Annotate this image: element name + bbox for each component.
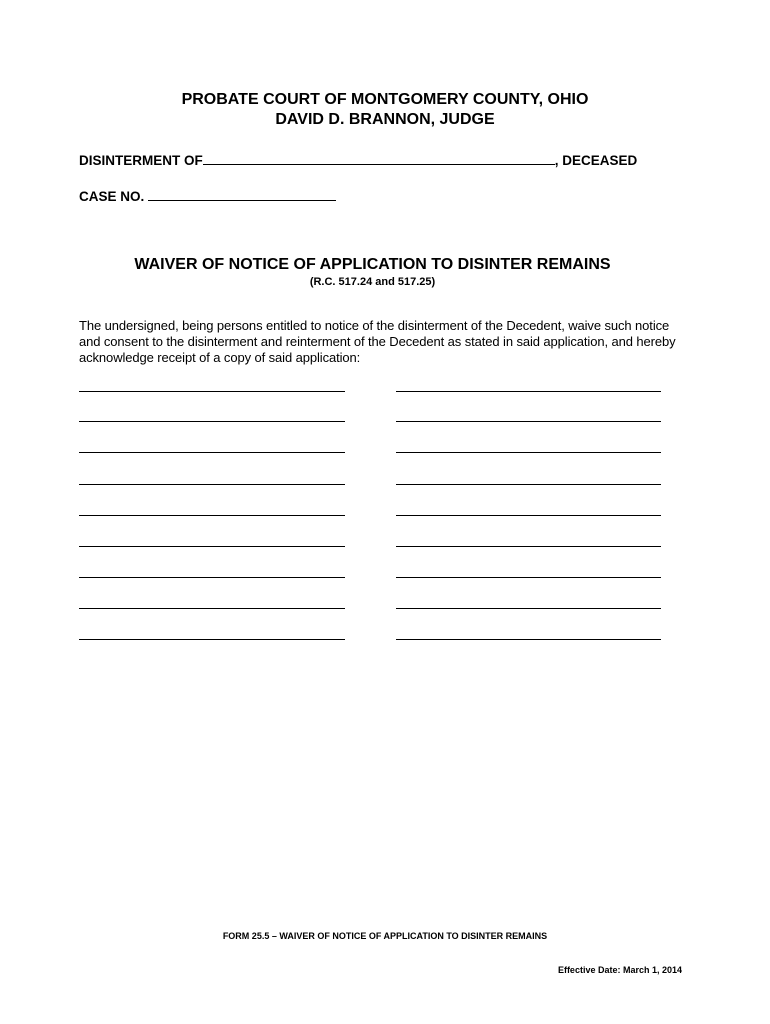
waiver-statement: The undersigned, being persons entitled to notice of the disinterment of the Decedent, waive such notice and consent to the disinterment and reinterment of the Decedent as stated in said application, and hereby acknowledge receipt of a copy of said application: bbox=[79, 318, 676, 365]
signature-line[interactable] bbox=[396, 608, 661, 609]
signature-line[interactable] bbox=[396, 452, 661, 453]
case-no-label: CASE NO. bbox=[79, 189, 145, 204]
court-header bbox=[0, 90, 770, 130]
disinterment-label: DISINTERMENT OF bbox=[79, 153, 203, 168]
signature-line[interactable] bbox=[79, 608, 345, 609]
signature-line[interactable] bbox=[396, 484, 661, 485]
signature-line[interactable] bbox=[79, 546, 345, 547]
form-title: WAIVER OF NOTICE OF APPLICATION TO DISINTER REMAINS bbox=[134, 256, 611, 273]
deceased-label: , DECEASED bbox=[554, 153, 638, 168]
signature-line[interactable] bbox=[79, 639, 345, 640]
judge-name: DAVID D. BRANNON, JUDGE bbox=[275, 111, 495, 128]
decedent-name-field[interactable] bbox=[203, 151, 555, 165]
court-name: PROBATE COURT OF MONTGOMERY COUNTY, OHIO bbox=[181, 91, 589, 108]
effective-date: Effective Date: March 1, 2014 bbox=[557, 965, 682, 975]
signature-line[interactable] bbox=[396, 391, 661, 392]
signature-line[interactable] bbox=[79, 577, 345, 578]
signature-line[interactable] bbox=[396, 515, 661, 516]
signature-line[interactable] bbox=[396, 546, 661, 547]
signature-line[interactable] bbox=[79, 515, 345, 516]
signature-line[interactable] bbox=[396, 577, 661, 578]
footer-form-label: FORM 25.5 – WAIVER OF NOTICE OF APPLICATION TO DISINTER REMAINS bbox=[222, 931, 548, 941]
signature-line[interactable] bbox=[396, 639, 661, 640]
case-no-field[interactable] bbox=[148, 187, 336, 201]
signature-line[interactable] bbox=[79, 391, 345, 392]
signature-line[interactable] bbox=[79, 484, 345, 485]
signature-line[interactable] bbox=[396, 421, 661, 422]
signature-line[interactable] bbox=[79, 421, 345, 422]
case-no-row bbox=[79, 187, 336, 204]
statute-reference: (R.C. 517.24 and 517.25) bbox=[309, 276, 436, 288]
disinterment-row bbox=[79, 151, 637, 168]
signature-line[interactable] bbox=[79, 452, 345, 453]
